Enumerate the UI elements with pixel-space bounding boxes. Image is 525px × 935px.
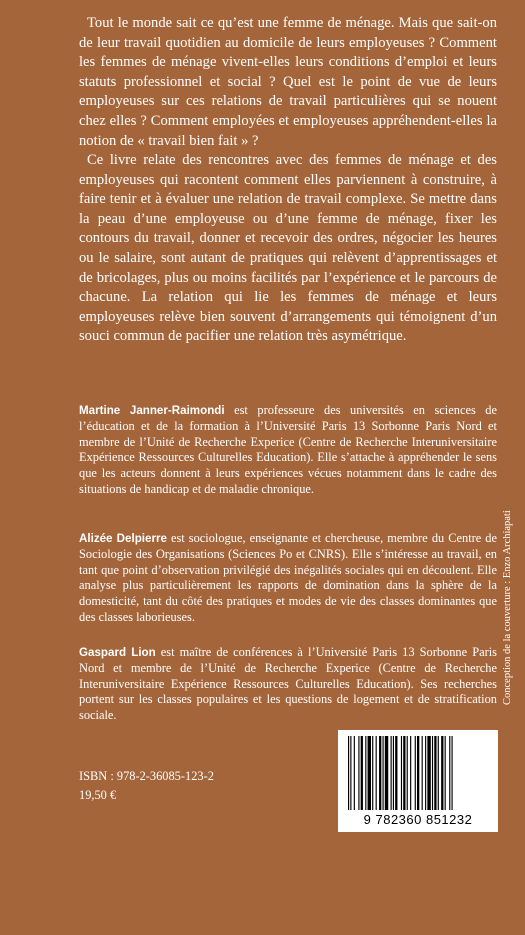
barcode-bar	[417, 736, 419, 810]
author-bio-text: est sociologue, enseignante et chercheuse, membre du Centre de Sociologie des Organisations (Sciences Po et CNRS). Elle s’intéresse au travail, en tant que point d’observation privilégié des inégalités sociales qui en découlent. Elle analyse plus particulièrement les rapports de domination dans la sphère de la domesticité, tant du côté des pratiques et modes de vie des classes dominantes que des classes laborieuses.	[79, 531, 497, 624]
barcode-bar	[407, 736, 408, 810]
barcode-bar	[438, 736, 439, 810]
author-bio-text: est maître de conférences à l’Université Paris 13 Sorbonne Paris Nord et membre de l’Unité de Recherche Experice (Centre de Recherche Interuniversitaire Expérience Ressources Culturelles Education). Ses recherches portent sur les classes populaires et les questions de logement et de stratification sociale.	[79, 645, 497, 723]
intro-paragraph-2: Ce livre relate des rencontres avec des femmes de ménage et des employeuses qui racontent comment elles parviennent à construire, à faire tenir et à évaluer une relation de travail complexe. Se mettre dans la peau d’une employeuse ou d’une femme de ménage, fixer les contours du travail, donner et recevoir des ordres, négocier les heures ou le salaire, sont autant de pratiques qui relèvent d’apprentissages et de bricolages, plus ou moins facilités par l’expérience et le parcours de chacune. La relation qui lie les femmes de ménage et leurs employeuses relève bien souvent d’arrangements qui témoignent d’un souci commun de pacifier une relation très asymétrique.	[79, 152, 497, 345]
barcode-bar	[434, 736, 436, 810]
barcode	[338, 730, 498, 832]
author-name: Martine Janner-Raimondi	[79, 404, 225, 417]
price: 19,50 €	[79, 788, 117, 802]
barcode-bar	[368, 736, 371, 810]
author-bio-text: est professeure des universités en sciences de l’éducation et de la formation à l’Université Paris 13 Sorbonne Paris Nord et membre de l’Unité de Recherche Experice (Centre de Recherche Interuniversitaire Expérience Ressources Culturelles Education). Elle s’attache à appréhender le sens que les acteurs donnent à leurs expériences vécues notamment dans le cadre des situations de handicap et de maladie chronique.	[79, 403, 497, 496]
barcode-bar	[415, 736, 416, 810]
barcode-bar	[385, 736, 388, 810]
barcode-bar	[354, 736, 355, 810]
barcode-bar	[432, 736, 433, 810]
barcode-bar	[350, 736, 351, 810]
barcode-bars	[346, 736, 490, 814]
barcode-bar	[449, 736, 450, 810]
barcode-bar	[379, 736, 381, 810]
barcode-bar	[372, 736, 373, 810]
author-name: Gaspard Lion	[79, 646, 156, 659]
barcode-bar	[441, 736, 443, 810]
author-bio-lion	[79, 645, 497, 724]
barcode-bar	[393, 736, 394, 810]
barcode-bar	[348, 736, 349, 810]
barcode-bar	[395, 736, 397, 810]
cover-credit	[502, 510, 516, 935]
author-bio-janner-raimondi	[79, 403, 497, 498]
isbn: ISBN : 978-2-36085-123-2	[79, 769, 214, 783]
barcode-bar	[401, 736, 402, 810]
author-name: Alizée Delpierre	[79, 532, 167, 545]
barcode-bar	[427, 736, 430, 810]
author-bio-delpierre	[79, 531, 497, 626]
barcode-bar	[425, 736, 426, 810]
barcode-bar	[361, 736, 363, 810]
barcode-number: 9 782360 851232	[363, 812, 473, 827]
barcode-bar	[383, 736, 384, 810]
barcode-bar	[376, 736, 377, 810]
barcode-bar	[365, 736, 366, 810]
barcode-bar	[358, 736, 359, 810]
barcode-bar	[422, 736, 423, 810]
barcode-bar	[452, 736, 453, 810]
barcode-bar	[410, 736, 411, 810]
intro-paragraph-1: Tout le monde sait ce qu’est une femme de ménage. Mais que sait-on de leur travail quotidien au domicile de leurs employeuses ? Comment les femmes de ménage vivent-elles leurs conditions d’emploi et leurs statuts professionnel et social ? Quel est le point de vue de leurs employeuses sur ces relations de travail particulières qui se nouent chez elles ? Comment employées et employeuses appréhendent-elles la notion de « travail bien fait » ?	[79, 15, 497, 149]
barcode-bar	[403, 736, 405, 810]
cover-credit-text: Conception de la couverture : Enzo Archiapati	[502, 510, 513, 705]
barcode-bar	[391, 736, 392, 810]
barcode-bar	[445, 736, 446, 810]
